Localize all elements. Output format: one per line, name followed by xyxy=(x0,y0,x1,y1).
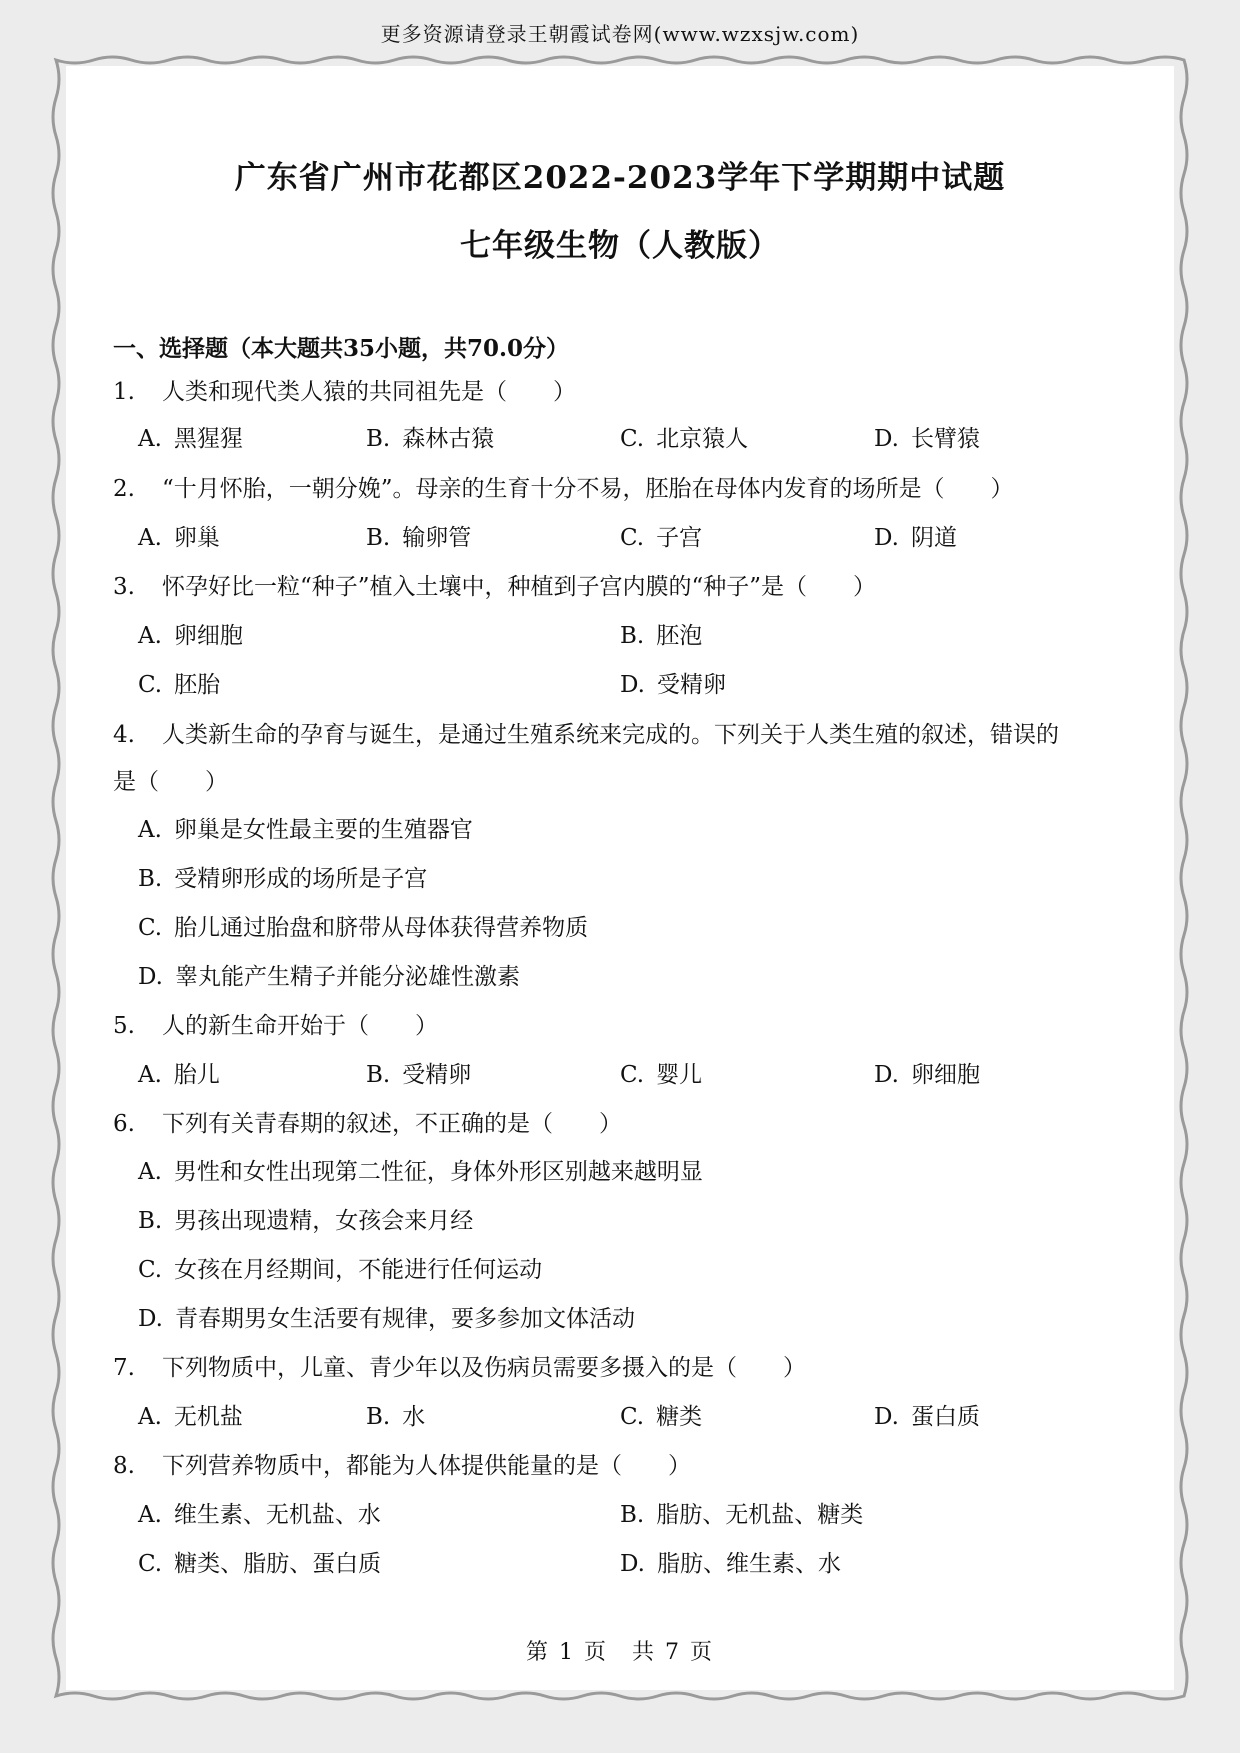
question-text: 下列有关青春期的叙述，不正确的是（ ） xyxy=(162,1111,622,1137)
question-text: “十月怀胎，一朝分娩”。母亲的生育十分不易，胚胎在母体内发育的场所是（ ） xyxy=(162,476,1014,502)
q6-option-d[interactable]: D. 青春期男女生活要有规律，要多参加文体活动 xyxy=(138,1306,635,1332)
question-text: 人的新生命开始于（ ） xyxy=(162,1013,438,1039)
section-heading: 一、选择题（本大题共35小题，共70.0分） xyxy=(113,335,570,362)
q2-option-b[interactable]: B. 输卵管 xyxy=(366,525,472,551)
question-6 xyxy=(113,1109,622,1139)
exam-subtitle: 七年级生物（人教版） xyxy=(460,228,780,264)
q1-option-c[interactable]: C. 北京猿人 xyxy=(620,426,749,452)
question-2 xyxy=(113,474,1014,504)
question-number: 6. xyxy=(113,1111,135,1137)
q3-option-b[interactable]: B. 胚泡 xyxy=(620,623,703,649)
question-5 xyxy=(113,1011,438,1041)
q2-option-d[interactable]: D. 阴道 xyxy=(874,525,957,551)
q6-option-a[interactable]: A. 男性和女性出现第二性征，身体外形区别越来越明显 xyxy=(138,1159,703,1185)
question-text: 人类新生命的孕育与诞生，是通过生殖系统来完成的。下列关于人类生殖的叙述，错误的 xyxy=(162,722,1059,748)
question-number: 1. xyxy=(113,379,135,405)
question-7 xyxy=(113,1353,806,1383)
question-text: 下列物质中，儿童、青少年以及伤病员需要多摄入的是（ ） xyxy=(162,1355,806,1381)
q1-option-a[interactable]: A. 黑猩猩 xyxy=(138,426,243,452)
q4-option-c[interactable]: C. 胎儿通过胎盘和脐带从母体获得营养物质 xyxy=(138,915,589,941)
question-text: 人类和现代类人猿的共同祖先是（ ） xyxy=(162,379,576,405)
q3-option-d[interactable]: D. 受精卵 xyxy=(620,672,726,698)
q1-option-d[interactable]: D. 长臂猿 xyxy=(874,426,980,452)
q8-option-b[interactable]: B. 脂肪、无机盐、糖类 xyxy=(620,1502,864,1528)
question-number: 2. xyxy=(113,476,135,502)
question-number: 4. xyxy=(113,722,135,748)
question-3 xyxy=(113,572,876,602)
q7-option-b[interactable]: B. 水 xyxy=(366,1404,426,1430)
q8-option-c[interactable]: C. 糖类、脂肪、蛋白质 xyxy=(138,1551,382,1577)
q8-option-d[interactable]: D. 脂肪、维生素、水 xyxy=(620,1551,841,1577)
page-footer: 第 1 页 共 7 页 xyxy=(526,1640,714,1665)
question-number: 7. xyxy=(113,1355,135,1381)
q4-option-b[interactable]: B. 受精卵形成的场所是子宫 xyxy=(138,866,428,892)
q5-option-a[interactable]: A. 胎儿 xyxy=(138,1062,220,1088)
q7-option-d[interactable]: D. 蛋白质 xyxy=(874,1404,980,1430)
q2-option-c[interactable]: C. 子宫 xyxy=(620,525,703,551)
q5-option-b[interactable]: B. 受精卵 xyxy=(366,1062,472,1088)
q4-option-d[interactable]: D. 睾丸能产生精子并能分泌雄性激素 xyxy=(138,964,520,990)
q5-option-d[interactable]: D. 卵细胞 xyxy=(874,1062,980,1088)
question-number: 8. xyxy=(113,1453,135,1479)
question-number: 3. xyxy=(113,574,135,600)
q7-option-c[interactable]: C. 糖类 xyxy=(620,1404,703,1430)
q3-option-a[interactable]: A. 卵细胞 xyxy=(138,623,243,649)
question-text: 下列营养物质中，都能为人体提供能量的是（ ） xyxy=(162,1453,691,1479)
q6-option-c[interactable]: C. 女孩在月经期间，不能进行任何运动 xyxy=(138,1257,543,1283)
question-1 xyxy=(113,377,576,407)
question-4-continued: 是（ ） xyxy=(113,769,228,795)
question-number: 5. xyxy=(113,1013,135,1039)
q7-option-a[interactable]: A. 无机盐 xyxy=(138,1404,243,1430)
question-4 xyxy=(113,720,1059,750)
site-header: 更多资源请登录王朝霞试卷网(www.wzxsjw.com) xyxy=(380,22,860,46)
question-8 xyxy=(113,1451,691,1481)
q6-option-b[interactable]: B. 男孩出现遗精，女孩会来月经 xyxy=(138,1208,474,1234)
q4-option-a[interactable]: A. 卵巢是女性最主要的生殖器官 xyxy=(138,817,473,843)
q5-option-c[interactable]: C. 婴儿 xyxy=(620,1062,703,1088)
q2-option-a[interactable]: A. 卵巢 xyxy=(138,525,220,551)
q1-option-b[interactable]: B. 森林古猿 xyxy=(366,426,495,452)
q8-option-a[interactable]: A. 维生素、无机盐、水 xyxy=(138,1502,381,1528)
exam-title: 广东省广州市花都区2022-2023学年下学期期中试题 xyxy=(234,160,1006,196)
q3-option-c[interactable]: C. 胚胎 xyxy=(138,672,221,698)
question-text: 怀孕好比一粒“种子”植入土壤中，种植到子宫内膜的“种子”是（ ） xyxy=(162,574,877,600)
